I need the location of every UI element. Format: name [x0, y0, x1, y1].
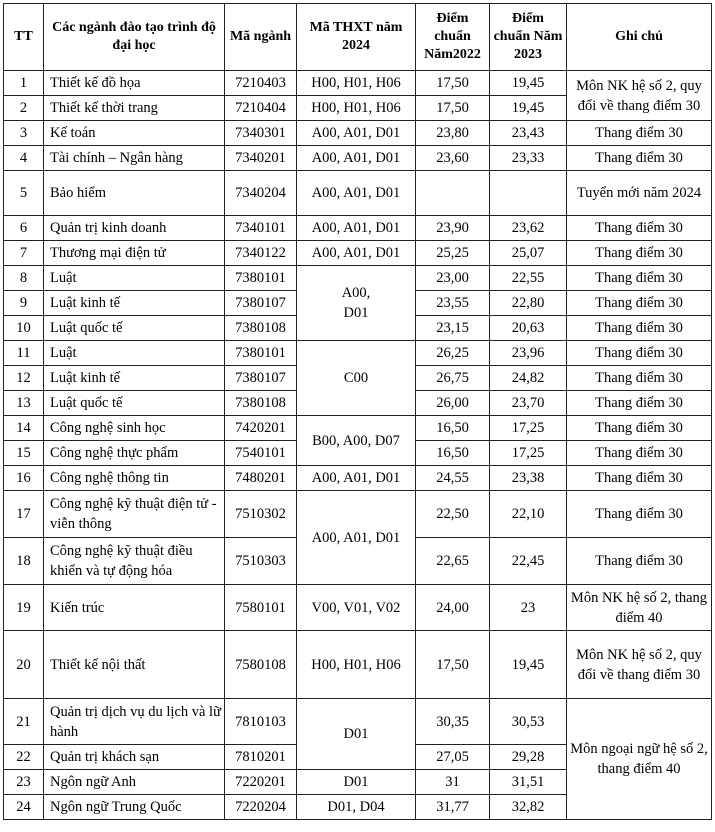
cell-score-2023: 32,82 [490, 795, 567, 820]
cell-score-2023: 19,45 [490, 96, 567, 121]
cell-score-2022: 27,05 [416, 745, 490, 770]
cell-note: Thang điểm 30 [567, 146, 712, 171]
cell-score-2022: 31 [416, 770, 490, 795]
cell-major: Thiết kế đồ họa [44, 71, 225, 96]
cell-note: Thang điểm 30 [567, 341, 712, 366]
cell-tt: 12 [4, 366, 44, 391]
cell-score-2023: 22,10 [490, 491, 567, 538]
cell-tt: 10 [4, 316, 44, 341]
cell-code: 7580108 [225, 631, 297, 699]
cell-score-2022: 22,50 [416, 491, 490, 538]
cell-combo: H00, H01, H06 [297, 96, 416, 121]
cell-major: Bảo hiểm [44, 171, 225, 216]
cell-tt: 5 [4, 171, 44, 216]
cell-code: 7210403 [225, 71, 297, 96]
cell-score-2022: 17,50 [416, 631, 490, 699]
cell-code: 7340201 [225, 146, 297, 171]
cell-note: Thang điểm 30 [567, 391, 712, 416]
cell-note: Thang điểm 30 [567, 266, 712, 291]
cell-major: Luật kinh tế [44, 291, 225, 316]
cell-tt: 21 [4, 699, 44, 745]
cell-score-2022: 23,60 [416, 146, 490, 171]
cell-combo: C00 [297, 341, 416, 416]
cell-note: Tuyển mới năm 2024 [567, 171, 712, 216]
cell-code: 7380108 [225, 391, 297, 416]
cell-code: 7810103 [225, 699, 297, 745]
cell-score-2023: 22,80 [490, 291, 567, 316]
cell-score-2023: 23 [490, 585, 567, 631]
cell-score-2022: 26,00 [416, 391, 490, 416]
cell-tt: 15 [4, 441, 44, 466]
header-tt: TT [4, 4, 44, 71]
header-note: Ghi chú [567, 4, 712, 71]
cell-combo: A00, A01, D01 [297, 121, 416, 146]
cell-code: 7380107 [225, 291, 297, 316]
cell-score-2023: 19,45 [490, 631, 567, 699]
cell-score-2023: 17,25 [490, 441, 567, 466]
cell-tt: 14 [4, 416, 44, 441]
cell-score-2022: 22,65 [416, 538, 490, 585]
table-row [4, 266, 712, 291]
cell-score-2023: 30,53 [490, 699, 567, 745]
cell-note: Thang điểm 30 [567, 466, 712, 491]
cell-score-2022: 23,80 [416, 121, 490, 146]
cell-code: 7340101 [225, 216, 297, 241]
cell-tt: 6 [4, 216, 44, 241]
cell-code: 7510303 [225, 538, 297, 585]
cell-major: Công nghệ thông tin [44, 466, 225, 491]
cell-score-2023: 23,96 [490, 341, 567, 366]
cell-code: 7210404 [225, 96, 297, 121]
cell-combo: B00, A00, D07 [297, 416, 416, 466]
cell-tt: 11 [4, 341, 44, 366]
cell-note: Môn NK hệ số 2, quy đổi về thang điểm 30 [567, 71, 712, 121]
header-score-2023: Điểm chuẩn Năm 2023 [490, 4, 567, 71]
cell-major: Luật quốc tế [44, 391, 225, 416]
cell-score-2022: 23,15 [416, 316, 490, 341]
cell-code: 7480201 [225, 466, 297, 491]
cell-tt: 22 [4, 745, 44, 770]
cell-score-2023 [490, 171, 567, 216]
cell-tt: 13 [4, 391, 44, 416]
cell-tt: 2 [4, 96, 44, 121]
cell-score-2023: 31,51 [490, 770, 567, 795]
table-row [4, 585, 712, 631]
cell-major: Thương mại điện tử [44, 241, 225, 266]
cell-score-2023: 22,55 [490, 266, 567, 291]
cell-combo: A00, A01, D01 [297, 216, 416, 241]
cell-major: Công nghệ thực phẩm [44, 441, 225, 466]
cell-code: 7340122 [225, 241, 297, 266]
cell-note: Thang điểm 30 [567, 491, 712, 538]
cell-major: Thiết kế thời trang [44, 96, 225, 121]
cell-code: 7510302 [225, 491, 297, 538]
cell-score-2022: 31,77 [416, 795, 490, 820]
cell-score-2022: 17,50 [416, 96, 490, 121]
cell-score-2022: 23,55 [416, 291, 490, 316]
table-row [4, 71, 712, 96]
cell-tt: 23 [4, 770, 44, 795]
cell-major: Công nghệ sinh học [44, 416, 225, 441]
cell-note: Thang điểm 30 [567, 241, 712, 266]
cell-code: 7380107 [225, 366, 297, 391]
table-row [4, 699, 712, 745]
cell-score-2023: 23,70 [490, 391, 567, 416]
cell-score-2023: 23,38 [490, 466, 567, 491]
cell-score-2022: 26,25 [416, 341, 490, 366]
cell-major: Thiết kế nội thất [44, 631, 225, 699]
table-row [4, 631, 712, 699]
cell-score-2022: 23,00 [416, 266, 490, 291]
cell-tt: 8 [4, 266, 44, 291]
table-row [4, 416, 712, 441]
cell-tt: 1 [4, 71, 44, 96]
cell-code: 7810201 [225, 745, 297, 770]
cell-tt: 9 [4, 291, 44, 316]
cell-combo: H00, H01, H06 [297, 631, 416, 699]
cell-note: Thang điểm 30 [567, 416, 712, 441]
cell-score-2023: 29,28 [490, 745, 567, 770]
cell-score-2023: 23,62 [490, 216, 567, 241]
header-major: Các ngành đào tạo trình độ đại học [44, 4, 225, 71]
cell-tt: 18 [4, 538, 44, 585]
cell-major: Ngôn ngữ Anh [44, 770, 225, 795]
cell-code: 7340301 [225, 121, 297, 146]
cell-combo: A00, A01, D01 [297, 491, 416, 585]
cell-note: Môn ngoại ngữ hệ số 2, thang điểm 40 [567, 699, 712, 820]
cell-combo: D01 [297, 770, 416, 795]
cell-major: Tài chính – Ngân hàng [44, 146, 225, 171]
cell-tt: 24 [4, 795, 44, 820]
cell-combo [297, 266, 416, 341]
header-combo: Mã THXT năm 2024 [297, 4, 416, 71]
cell-tt: 19 [4, 585, 44, 631]
admission-score-table [3, 3, 712, 820]
cell-score-2022: 16,50 [416, 416, 490, 441]
cell-score-2022: 16,50 [416, 441, 490, 466]
cell-major: Quản trị dịch vụ du lịch và lữ hành [44, 699, 225, 745]
cell-score-2022: 25,25 [416, 241, 490, 266]
cell-code: 7380108 [225, 316, 297, 341]
cell-score-2022: 23,90 [416, 216, 490, 241]
cell-major: Quản trị khách sạn [44, 745, 225, 770]
cell-combo: H00, H01, H06 [297, 71, 416, 96]
cell-score-2023: 23,43 [490, 121, 567, 146]
cell-combo: D01 [297, 699, 416, 770]
cell-note: Thang điểm 30 [567, 291, 712, 316]
cell-score-2022: 17,50 [416, 71, 490, 96]
cell-score-2022: 30,35 [416, 699, 490, 745]
cell-code: 7540101 [225, 441, 297, 466]
table-row [4, 146, 712, 171]
cell-combo: A00, A01, D01 [297, 171, 416, 216]
cell-score-2022 [416, 171, 490, 216]
cell-major: Luật [44, 341, 225, 366]
cell-major: Công nghệ kỹ thuật điều khiển và tự động hóa [44, 538, 225, 585]
cell-score-2022: 26,75 [416, 366, 490, 391]
cell-code: 7340204 [225, 171, 297, 216]
cell-note: Thang điểm 30 [567, 121, 712, 146]
cell-major: Ngôn ngữ Trung Quốc [44, 795, 225, 820]
cell-code: 7220204 [225, 795, 297, 820]
cell-note: Thang điểm 30 [567, 366, 712, 391]
cell-major: Quản trị kinh doanh [44, 216, 225, 241]
cell-tt: 7 [4, 241, 44, 266]
cell-tt: 16 [4, 466, 44, 491]
cell-tt: 17 [4, 491, 44, 538]
cell-score-2022: 24,00 [416, 585, 490, 631]
cell-note: Thang điểm 30 [567, 441, 712, 466]
cell-score-2023: 17,25 [490, 416, 567, 441]
cell-major: Kế toán [44, 121, 225, 146]
cell-note: Thang điểm 30 [567, 316, 712, 341]
cell-combo: V00, V01, V02 [297, 585, 416, 631]
header-code: Mã ngành [225, 4, 297, 71]
cell-score-2023: 25,07 [490, 241, 567, 266]
cell-combo: D01, D04 [297, 795, 416, 820]
cell-major: Luật [44, 266, 225, 291]
table-row [4, 341, 712, 366]
cell-score-2023: 22,45 [490, 538, 567, 585]
cell-code: 7380101 [225, 266, 297, 291]
cell-combo: A00, A01, D01 [297, 146, 416, 171]
cell-major: Luật kinh tế [44, 366, 225, 391]
cell-score-2023: 24,82 [490, 366, 567, 391]
cell-major: Kiến trúc [44, 585, 225, 631]
cell-major: Luật quốc tế [44, 316, 225, 341]
table-row [4, 171, 712, 216]
cell-tt: 20 [4, 631, 44, 699]
cell-note: Môn NK hệ số 2, thang điểm 40 [567, 585, 712, 631]
table-row [4, 491, 712, 538]
cell-score-2023: 20,63 [490, 316, 567, 341]
cell-note: Thang điểm 30 [567, 538, 712, 585]
cell-combo: A00, A01, D01 [297, 466, 416, 491]
cell-score-2023: 23,33 [490, 146, 567, 171]
combo-text: A00, D01 [341, 285, 371, 321]
cell-code: 7220201 [225, 770, 297, 795]
table-row [4, 466, 712, 491]
cell-code: 7380101 [225, 341, 297, 366]
cell-tt: 3 [4, 121, 44, 146]
cell-score-2022: 24,55 [416, 466, 490, 491]
cell-combo: A00, A01, D01 [297, 241, 416, 266]
table-row [4, 216, 712, 241]
cell-score-2023: 19,45 [490, 71, 567, 96]
cell-note: Môn NK hệ số 2, quy đổi về thang điểm 30 [567, 631, 712, 699]
cell-code: 7580101 [225, 585, 297, 631]
cell-tt: 4 [4, 146, 44, 171]
table-row [4, 241, 712, 266]
cell-code: 7420201 [225, 416, 297, 441]
table-header-row [4, 4, 712, 71]
cell-note: Thang điểm 30 [567, 216, 712, 241]
table-row [4, 121, 712, 146]
cell-major: Công nghệ kỹ thuật điện tử - viễn thông [44, 491, 225, 538]
header-score-2022: Điểm chuẩn Năm2022 [416, 4, 490, 71]
